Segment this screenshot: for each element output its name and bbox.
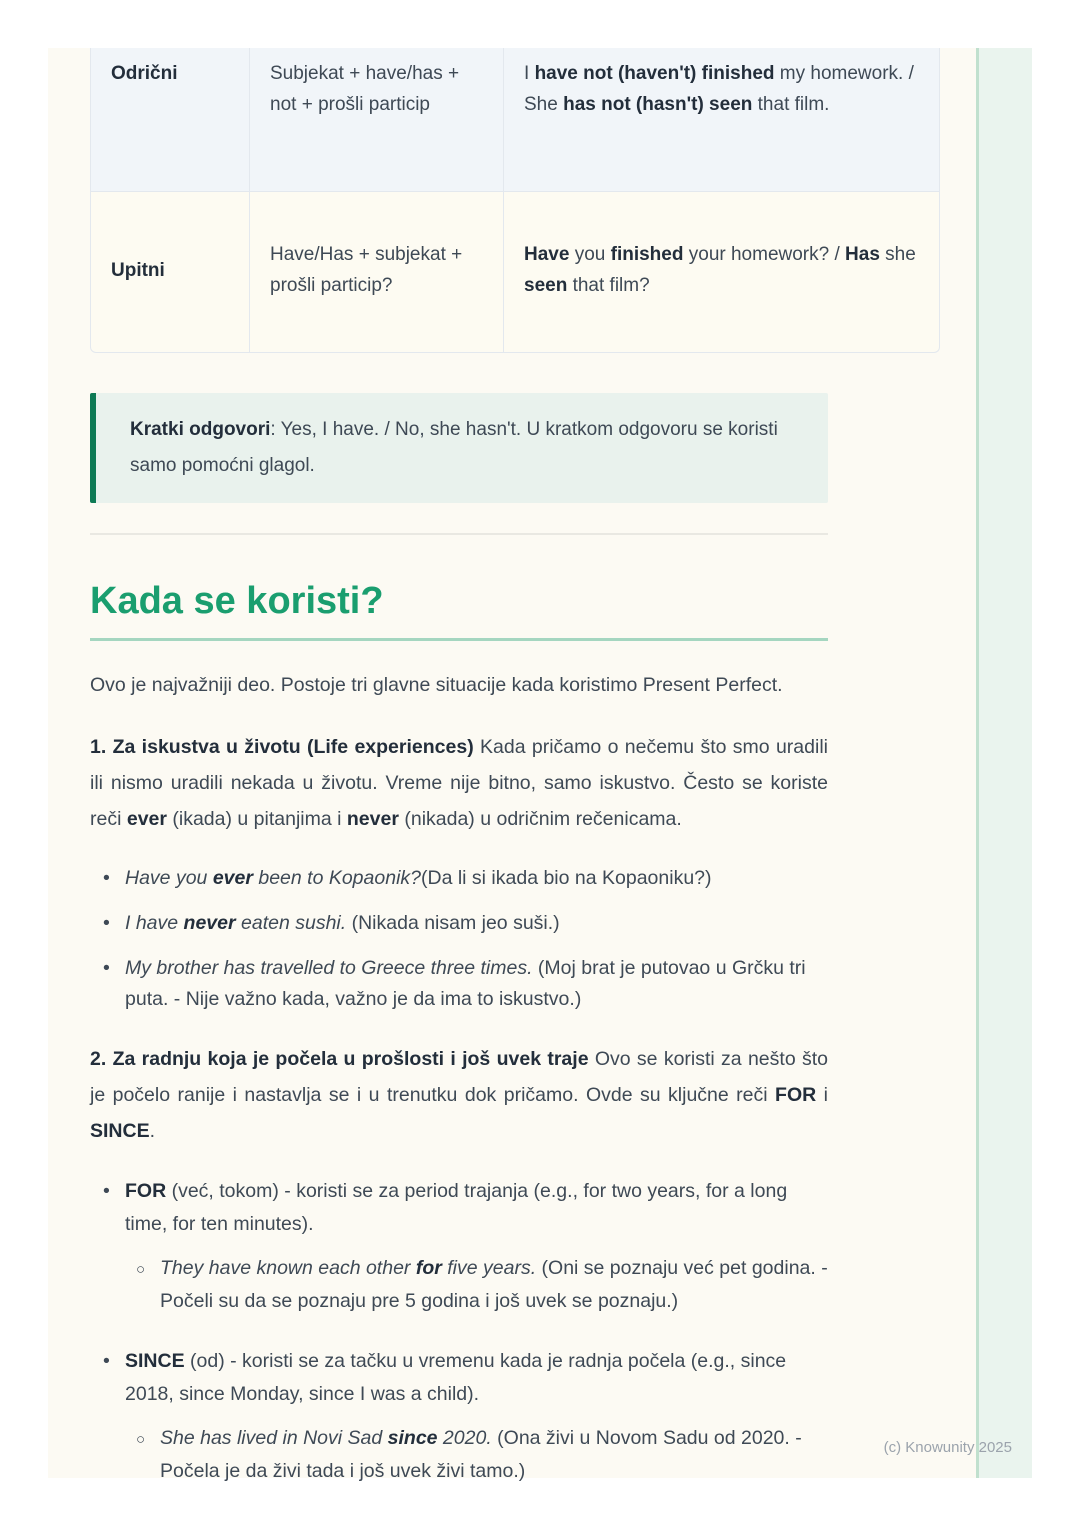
callout-text: Kratki odgovori: Yes, I have. / No, she hasn't. U kratkom odgovoru se koristi samo pomoćni glagol. (130, 419, 778, 476)
list-item: • I have never eaten sushi. (Nikada nisam jeo suši.) (90, 908, 828, 939)
ongoing-action-paragraph: 2. Za radnju koja je počela u prošlosti i još uvek traje Ovo se koristi za nešto što je počelo ranije i nastavlja se i u trenutku dok pričamo. Ovde su ključne reči FOR i SINCE. (90, 1048, 828, 1142)
list-item: • My brother has travelled to Greece three times. (Moj brat je putovao u Grčku tri puta. - Nije važno kada, važno je da ima to iskustvo.) (90, 953, 828, 1015)
section-divider (90, 533, 828, 535)
life-experiences-paragraph: 1. Za iskustva u životu (Life experiences) Kada pričamo o nečemu što smo uradili ili nismo uradili nekada u životu. Vreme nije bitno, samo iskustvo. Često se koriste reči ever (ikada) u pitanjima i never (nikada) u odričnim rečenicama. (90, 736, 828, 830)
for-item: • FOR (već, tokom) - koristi se za period trajanja (e.g., for two years, for a long time, for ten minutes). (90, 1175, 828, 1241)
page-content (90, 48, 916, 1488)
right-margin-strip (976, 48, 1032, 1478)
since-item: • SINCE (od) - koristi se za tačku u vremenu kada je radnja počela (e.g., since 2018, since Monday, since I was a child). (90, 1345, 828, 1411)
section-heading: Kada se koristi? (90, 579, 828, 641)
form-type-cell: Upitni (90, 192, 250, 353)
short-answers-callout (90, 393, 828, 503)
structure-cell: Subjekat + have/has + not + prošli particip (250, 48, 504, 192)
for-since-list (90, 1175, 828, 1488)
table-row-odricni (90, 48, 940, 192)
grammar-table (90, 48, 940, 353)
since-example-item: ○ She has lived in Novi Sad since 2020. (Ona živi u Novom Sadu od 2020. - Počela je da živi tada i još uvek živi tamo.) (90, 1422, 828, 1488)
copyright-watermark: (c) Knowunity 2025 (883, 1439, 1012, 1456)
form-type-cell: Odrični (90, 48, 250, 192)
document-page (48, 48, 1032, 1482)
list-item: • Have you ever been to Kopaonik?(Da li si ikada bio na Kopaoniku?) (90, 863, 828, 894)
structure-cell: Have/Has + subjekat + prošli particip? (250, 192, 504, 353)
example-cell: I have not (haven't) finished my homework. / She has not (hasn't) seen that film. (504, 48, 940, 192)
intro-paragraph: Ovo je najvažniji deo. Postoje tri glavne situacije kada koristimo Present Perfect. (90, 674, 783, 696)
for-example-item: ○ They have known each other for five years. (Oni se poznaju već pet godina. - Počeli su da se poznaju pre 5 godina i još uvek se poznaju.) (90, 1252, 828, 1318)
table-row-upitni (90, 192, 940, 353)
example-cell: Have you finished your homework? / Has she seen that film? (504, 192, 940, 353)
experience-examples-list (90, 863, 828, 1015)
